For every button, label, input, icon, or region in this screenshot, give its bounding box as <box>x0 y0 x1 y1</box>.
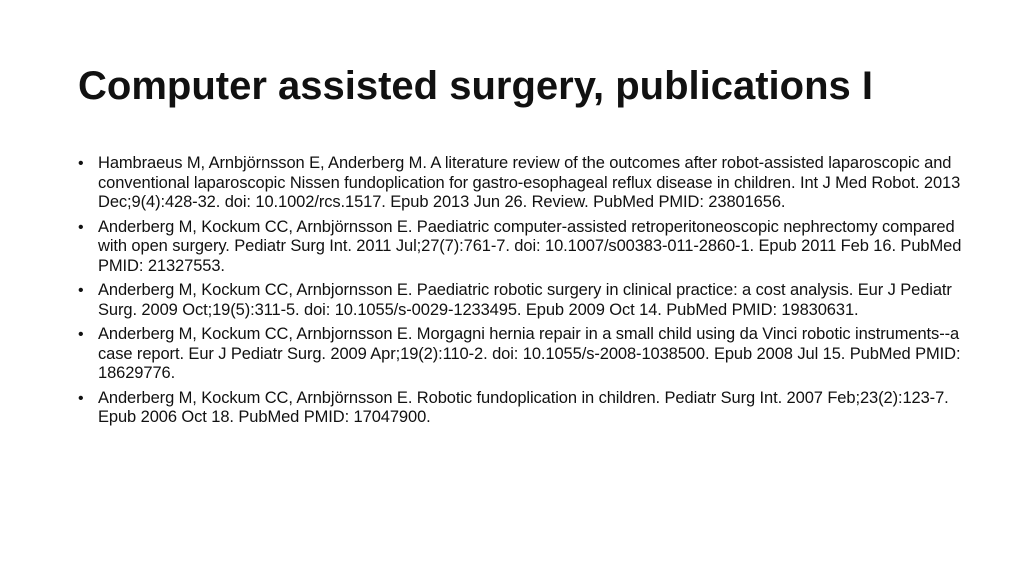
bullet-icon: • <box>78 155 84 172</box>
list-item <box>78 325 968 384</box>
reference-list <box>78 154 968 433</box>
reference-text: Hambraeus M, Arnbjörnsson E, Anderberg M. A literature review of the outcomes after robot-assisted laparoscopic and conventional laparoscopic Nissen fundoplication for gastro-esophageal reflux disease in children. Int J Med Robot. 2013 Dec;9(4):428-32. doi: 10.1002/rcs.1517. Epub 2013 Jun 26. Review. PubMed PMID: 23801656. <box>98 154 961 211</box>
list-item <box>78 154 968 213</box>
reference-text: Anderberg M, Kockum CC, Arnbjornsson E. Morgagni hernia repair in a small child using da Vinci robotic instruments--a case report. Eur J Pediatr Surg. 2009 Apr;19(2):110-2. doi: 10.1055/s-2008-1038500. Epub 2008 Jul 15. PubMed PMID: 18629776. <box>98 325 961 382</box>
list-item <box>78 389 968 428</box>
list-item <box>78 218 968 277</box>
slide-title: Computer assisted surgery, publications I <box>78 64 873 108</box>
reference-text: Anderberg M, Kockum CC, Arnbjörnsson E. Robotic fundoplication in children. Pediatr Surg Int. 2007 Feb;23(2):123-7. Epub 2006 Oct 18. PubMed PMID: 17047900. <box>98 388 949 426</box>
bullet-icon: • <box>78 282 84 299</box>
reference-text: Anderberg M, Kockum CC, Arnbjornsson E. Paediatric robotic surgery in clinical practice: a cost analysis. Eur J Pediatr Surg. 2009 Oct;19(5):311-5. doi: 10.1055/s-0029-1233495. Epub 2009 Oct 14. PubMed PMID: 19830631. <box>98 281 952 319</box>
bullet-icon: • <box>78 218 84 236</box>
reference-text: Anderberg M, Kockum CC, Arnbjörnsson E. Paediatric computer-assisted retroperitoneoscopic nephrectomy compared with open surgery. Pediatr Surg Int. 2011 Jul;27(7):761-7. doi: 10.1007/s00383-011-2860-1. Epub 2011 Feb 16. PubMed PMID: 21327553. <box>98 217 962 275</box>
bullet-icon: • <box>78 389 84 407</box>
bullet-icon: • <box>78 326 84 343</box>
list-item <box>78 281 968 320</box>
